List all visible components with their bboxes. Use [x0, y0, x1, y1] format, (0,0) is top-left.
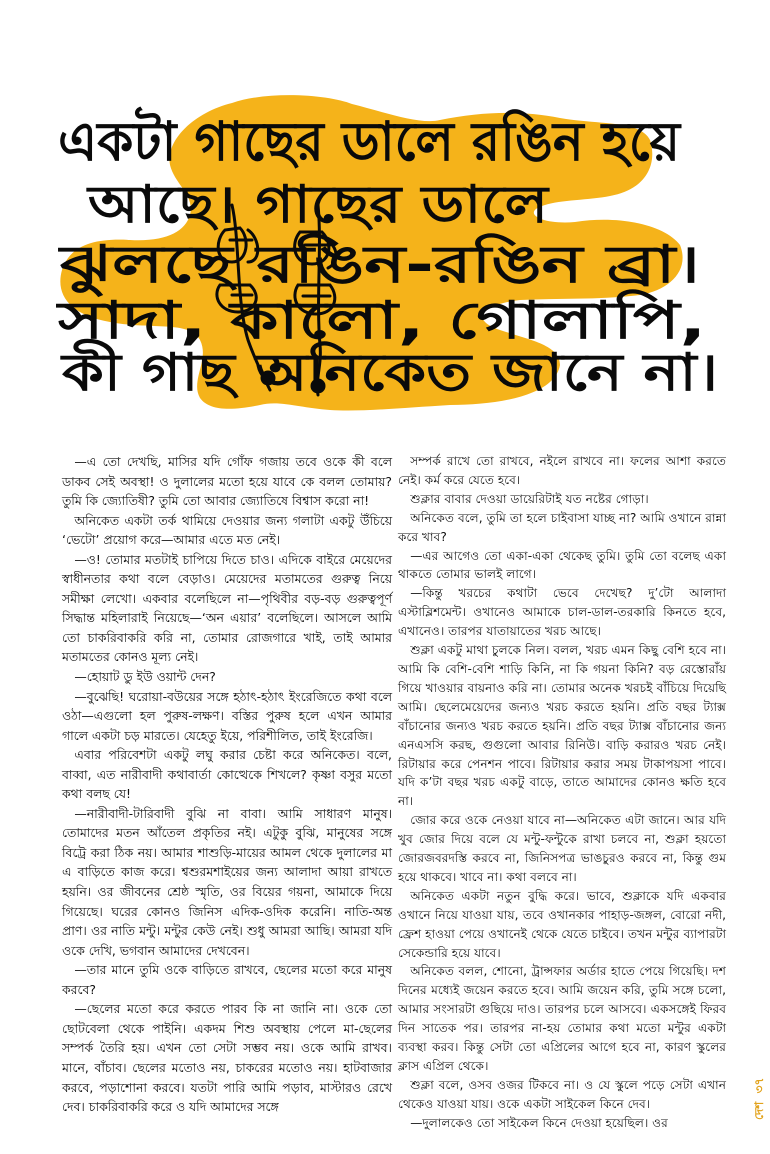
paragraph: —নারীবাদী-টারিবাদী বুঝি না বাবা। আমি সাধারণ মানুষ। তোমাদের মতন আঁতেল প্রকৃতির নই। এটুকু বুঝি, মানুষের সঙ্গে বিট্রে করা ঠিক নয়। আমার শাশুড়ি-মায়ের আমল থেকে দুলালের মা এ বাড়িতে কাজ করে। শ্বশুরমশাইয়ের জন্য আলাদা আয়া রাখতে হয়নি। ওর জীবনের শ্রেষ্ঠ স্মৃতি, ওর বিয়ের গয়না, আমাকে দিয়ে গিয়েছে। ঘরের কোনও জিনিস এদিক-ওদিক করেনি। নাতি-অন্ত প্রাণ। ওর নাতি মন্টু। মন্টুর কেউ নেই। শুধু আমরা আছি। আমরা যদি ওকে দেখি, ভগবান আমাদের দেখবেন। [62, 805, 392, 958]
calligraphy-line-3: ঝুলছে রঙিন-রঙিন ব্রা। [60, 235, 545, 295]
paragraph: সম্পর্ক রাখে তো রাখবে, নইলে রাখবে না। ফলের আশা করতে নেই। কর্ম করে যেতে হবে। [398, 454, 726, 487]
page-folio [735, 1000, 766, 1120]
paragraph: অনিকেত একটা তর্ক থামিয়ে দেওয়ার জন্য গলাটা একটু উঁচিয়ে ‘ভেটো’ প্রয়োগ করে—আমার এতে মত নেই। [62, 512, 392, 548]
paragraph: শুক্লা বলে, ওসব ওজর টিকবে না। ও যে স্কুলে পড়ে সেটা এখান থেকেও যাওয়া যায়। ওকে একটা সাইকেল কিনে দেব। [398, 1077, 726, 1111]
calligraphy-line-4: সাদা, কালো, গোলাপি, [58, 291, 546, 351]
paragraph: —এর আগেও তো একা-একা থেকেছ তুমি। তুমি তো বলেছ একা থাকতে তোমার ভালই লাগে। [398, 548, 726, 582]
calligraphy-line-2: আছে। গাছের ডালে [85, 175, 551, 235]
paragraph: অনিকেত বলল, শোনো, ট্রান্সফার অর্ডার হাতে পেয়ে গিয়েছি। দশ দিনের মধ্যেই জয়েন করতে হবে। আমি জয়েন করি, তুমি সঙ্গে চলো, আমার সংসারটা গুছিয়ে দাও। তারপর চলে আসবে। একসঙ্গেই ফিরব দিন সাতেক পর। তারপর না-হয় তোমার কথা মতো মন্টুর একটা ব্যবস্থা করব। কিন্তু সেটা তো এপ্রিলের আগে হবে না, কারণ স্কুলের ক্লাস এপ্রিল থেকে। [398, 964, 726, 1073]
title-illustration [0, 0, 770, 420]
paragraph: এবার পরিবেশটা একটু লঘু করার চেষ্টা করে অনিকেত। বলে, বাব্বা, এত নারীবাদী কথাবার্তা কোত্থেকে শিখলে? কৃষ্ণা বসুর মতো কথা বলছ যে! [62, 747, 392, 802]
paragraph: —বুঝেছি! ঘরোয়া-বউয়ের সঙ্গে হঠাৎ-হঠাৎ ইংরেজিতে কথা বলে ওঠা—এগুলো হল পুরুষ-লক্ষণ। বস্তির পুরুষ হলে এখন আমার গালে একটা চড় মারতে। যেহেতু ইয়ে, পরিশীলিত, তাই ইংরেজি। [62, 688, 392, 743]
folio-text [751, 1078, 770, 1120]
paragraph: শুক্লার বাবার দেওয়া ডায়েরিটাই যত নষ্টের গোড়া। [410, 491, 649, 506]
paragraph: অনিকেত বলে, তুমি তা হলে চাইবাসা যাচ্ছ না? আমি ওখানে রান্না করে খাব? [398, 510, 726, 544]
paragraph: জোর করে ওকে নেওয়া যাবে না—অনিকেত এটা জানে। আর যদি খুব জোর দিয়ে বলে যে মন্টু-ফন্টুকে রাখা চলবে না, শুক্লা হয়তো জোরজবরদস্তি করবে না, জিনিসপত্র ভাঙচুরও করবে না, কিন্তু গুম হয়ে থাকবে। খাবে না। কথা বলবে না। [398, 813, 726, 884]
right-text-column [398, 452, 726, 1133]
paragraph: —কিন্তু খরচের কথাটা ভেবে দেখেছ? দু’টো আলাদা এস্টাব্লিশমেন্ট। ওখানেও আমাকে চাল-ডাল-তরকারি কিনতে হবে, এখানেও। তারপর যাতায়াতের খরচ আছে। [398, 586, 726, 639]
paragraph: অনিকেত একটা নতুন বুদ্ধি করে। ভাবে, শুক্লাকে যদি একবার ওখানে নিয়ে যাওয়া যায়, তবে ওখানকার পাহাড়-জঙ্গল, বোরো নদী, ফ্রেশ হাওয়া পেয়ে ওখানেই থেকে যেতে চাইবে। তখন মন্টুর ব্যাপারটা সেকেন্ডারি হয়ে যাবে। [398, 888, 726, 960]
paragraph: —ছেলের মতো করে করতে পারব কি না জানি না। ওকে তো ছোটবেলা থেকে পাইনি। একদম শিশু অবস্থায় পেলে মা-ছেলের সম্পর্ক তৈরি হয়। এখন তো সেটা সম্ভব নয়। ওকে আমি রাখব। মানে, বাঁচাব। ছেলের মতোও নয়, চাকরের মতোও নয়। হাটবাজার করবে, পড়াশোনা করবে। যতটা পারি আমি পড়াব, মাস্টারও রেখে দেব। চাকরিবাকরি করে ও যদি আমাদের সঙ্গে [62, 1001, 392, 1115]
paragraph: —হোয়াট ডু ইউ ওয়ান্ট দেন? [74, 669, 216, 685]
magazine-name: দেশ [752, 1101, 766, 1120]
paragraph: —দুলালকেও তো সাইকেল কিনে দেওয়া হয়েছিল। ওর [410, 1115, 668, 1130]
calligraphy-text [55, 106, 718, 403]
paragraph: —এ তো দেখছি, মাসির যদি গোঁফ গজায় তবে ওকে কী বলে ডাকব সেই অবস্থা! ও দুলালের মতো হয়ে যাবে কে বলল তোমায়? তুমি কি জ্যোতিষী? তুমি তো আবার জ্যোতিষে বিশ্বাস করো না! [62, 454, 392, 509]
left-text-column [62, 452, 392, 1117]
calligraphy-line-1: একটা গাছের ডালে রঙিন হয়ে [58, 110, 709, 173]
page-number: ৩৭ [752, 1077, 766, 1094]
paragraph: শুক্লা একটু মাথা চুলকে নিল। বলল, খরচ এমন কিছু বেশি হবে না। আমি কি বেশি-বেশি শাড়ি কিনি, না কি গয়না কিনি? বড় রেস্তোরাঁয় গিয়ে খাওয়ার বায়নাও করি না। তোমার অনেক খরচই বাঁচিয়ে দিয়েছি আমি। ছেলেমেয়েদের জন্যও খরচ করতে হয়নি। প্রতি বছর ট্যাক্স বাঁচানোর জন্যও খরচ করতে হয়নি। প্রতি বছর ট্যাক্স বাঁচানোর জন্য এনএসসি করছ, গুগুলো আবার রিনিউ। বাড়ি করারও খরচ নেই। রিটায়ার করে পেনশন পাবে। রিটায়ার করার সময় টাকাপয়সা পাবে। যদি ক’টা বছর খরচ একটু বাড়ে, তাতে আমাদের কোনও ক্ষতি হবে না। [398, 643, 726, 809]
paragraph: —তার মানে তুমি ওকে বাড়িতে রাখবে, ছেলের মতো করে মানুষ করবে? [62, 962, 392, 997]
calligraphy-line-5: কী গাছ অনিকেত জানে না। [62, 343, 632, 403]
paragraph: —ও! তোমার মতটাই চাপিয়ে দিতে চাও। এদিকে বাইরে মেয়েদের স্বাধীনতার কথা বলে বেড়াও। মেয়েদের মতামতের গুরুত্ব নিয়ে সমীক্ষা লেখো। একবার বলেছিলে না—পৃথিবীর বড়-বড় গুরুত্বপূর্ণ সিদ্ধান্ত মহিলারাই নিয়েছে—‘অন এয়ার’ বলেছিলে। আসলে আমি তো চাকরিবাকরি করি না, তোমার রোজগারে খাই, তাই আমার মতামতের কোনও মূল্য নেই। [62, 551, 392, 665]
